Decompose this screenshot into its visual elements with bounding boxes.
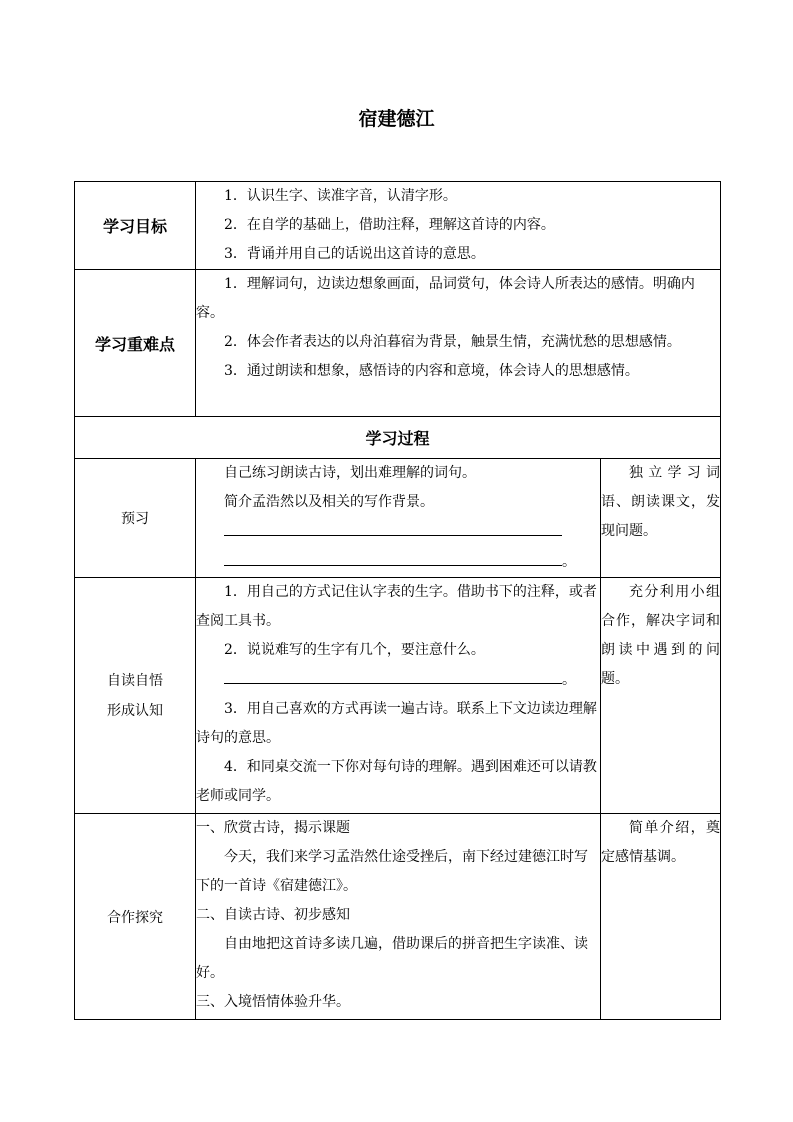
preview-blank-line — [196, 547, 600, 577]
objectives-content — [196, 182, 721, 270]
fill-in-blank — [224, 547, 562, 566]
key-points-content — [196, 270, 721, 417]
process-header: 学习过程 — [75, 417, 721, 459]
cooperate-label: 合作探究 — [75, 814, 196, 1020]
objective-item: 3．背诵并用自己的话说出这首诗的意思。 — [224, 246, 485, 262]
cooperate-heading: 三、入境悟情体验升华。 — [196, 994, 350, 1010]
cooperate-paragraph: 自由地把这首诗多读几遍，借助课后的拼音把生字读准、读好。 — [196, 936, 588, 981]
self-read-item: 4．和同桌交流一下你对每句诗的理解。遇到困难还可以请教老师或同学。 — [196, 759, 597, 804]
key-point-item: 1．理解词句，边读边想象画面，品词赏句，体会诗人所表达的感情。明确内容。 — [196, 276, 695, 321]
self-read-note-text: 充分利用小组合作，解决字词和朗读中遇到的问题。 — [601, 584, 720, 687]
preview-note-text: 独立学习词语、朗读课文，发现问题。 — [601, 465, 720, 539]
objectives-label: 学习目标 — [75, 182, 196, 270]
preview-blank-line — [196, 517, 600, 547]
self-read-item: 3．用自己喜欢的方式再读一遍古诗。联系上下文边读边理解诗句的意思。 — [196, 701, 597, 746]
self-read-label-line1: 自读自悟 — [107, 672, 163, 689]
key-point-item: 3．通过朗读和想象，感悟诗的内容和意境，体会诗人的思想感情。 — [224, 363, 639, 379]
key-points-row — [75, 270, 721, 417]
cooperate-note — [601, 814, 721, 1020]
key-point-item: 2．体会作者表达的以舟泊暮宿为背景，触景生情，充满忧愁的思想感情。 — [224, 334, 681, 350]
objectives-row — [75, 182, 721, 270]
objective-item: 2．在自学的基础上，借助注释，理解这首诗的内容。 — [224, 217, 555, 233]
self-read-note — [601, 578, 721, 814]
self-read-item: 1．用自己的方式记住认字表的生字。借助书下的注释，或者查阅工具书。 — [196, 584, 597, 629]
blank-end-mark: 。 — [562, 672, 576, 688]
cooperate-note-text: 简单介绍，奠定感情基调。 — [601, 820, 720, 865]
cooperate-heading: 二、自读古诗、初步感知 — [196, 907, 350, 923]
cooperate-row — [75, 814, 721, 1020]
blank-end-mark: 。 — [562, 554, 576, 570]
self-read-content — [196, 578, 601, 814]
lesson-plan-table — [74, 181, 721, 1020]
preview-content — [196, 459, 601, 578]
self-read-label-line2: 形成认知 — [107, 702, 163, 719]
process-header-row — [75, 417, 721, 459]
fill-in-blank — [224, 517, 562, 536]
preview-line: 简介孟浩然以及相关的写作背景。 — [224, 494, 434, 510]
cooperate-content — [196, 814, 601, 1020]
cooperate-heading: 一、欣赏古诗，揭示课题 — [196, 820, 350, 836]
self-read-row — [75, 578, 721, 814]
self-read-blank-line — [196, 665, 600, 695]
preview-row — [75, 459, 721, 578]
preview-label: 预习 — [75, 459, 196, 578]
self-read-item: 2．说说难写的生字有几个，要注意什么。 — [224, 642, 485, 658]
cooperate-paragraph: 今天，我们来学习孟浩然仕途受挫后，南下经过建德江时写下的一首诗《宿建德江》。 — [196, 849, 588, 894]
preview-note — [601, 459, 721, 578]
self-read-label — [75, 578, 196, 814]
key-points-label: 学习重难点 — [75, 270, 196, 417]
objective-item: 1．认识生字、读准字音，认清字形。 — [224, 188, 457, 204]
preview-line: 自己练习朗读古诗，划出难理解的词句。 — [224, 465, 476, 481]
fill-in-blank — [224, 665, 562, 684]
document-title: 宿建德江 — [358, 108, 435, 130]
